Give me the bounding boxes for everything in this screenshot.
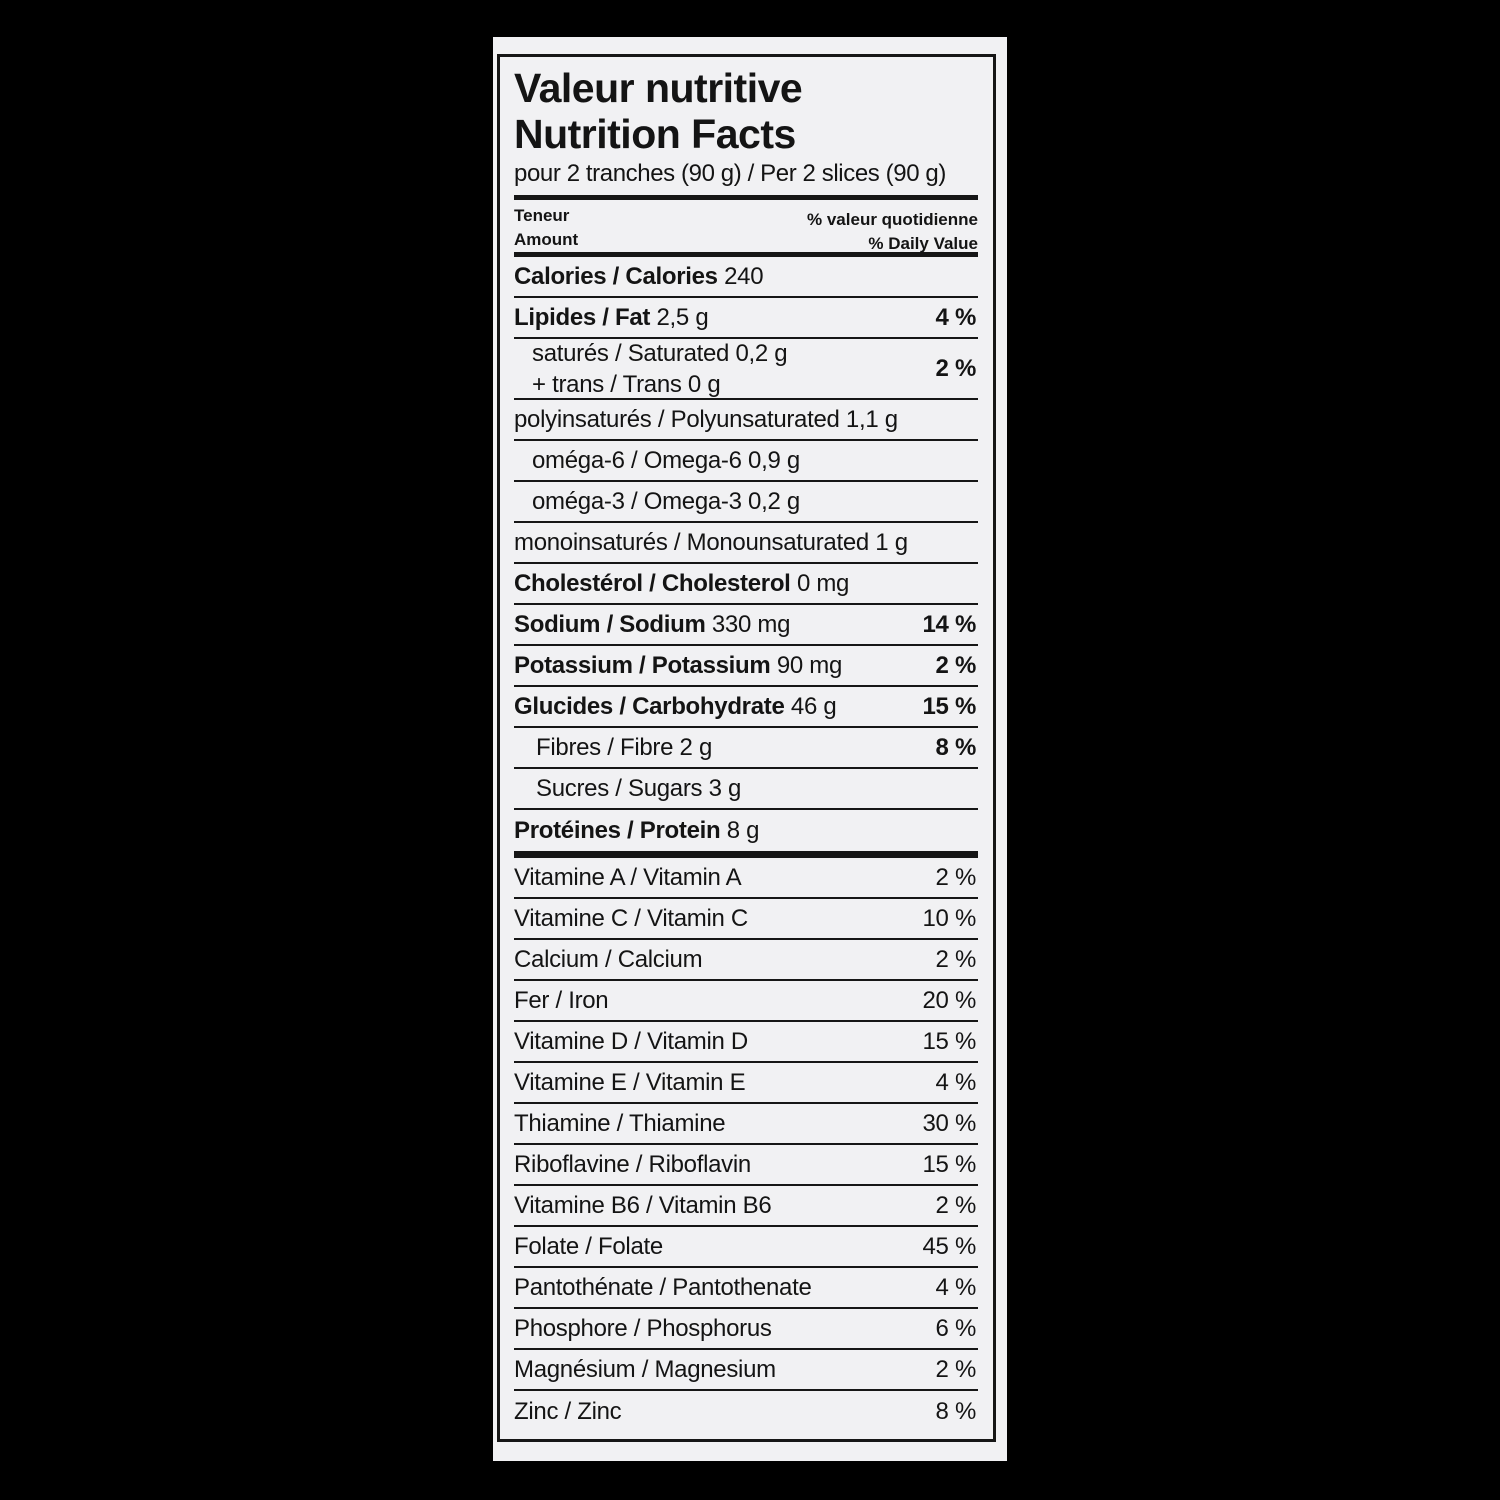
vitamin-dv: 10 % (922, 904, 976, 932)
saturated-text: saturés / Saturated 0,2 g (532, 339, 788, 367)
fat-value: 2,5 g (656, 303, 709, 331)
fibre-text: Fibres / Fibre 2 g (536, 733, 712, 761)
protein-name: Protéines / Protein (514, 816, 721, 844)
protein-value: 8 g (726, 816, 760, 844)
column-header (514, 200, 978, 252)
amount-en: Amount (514, 230, 579, 249)
nutrition-facts-table (497, 54, 996, 1442)
potassium-name: Potassium / Potassium (514, 651, 771, 679)
vitamin-dv: 2 % (935, 1355, 976, 1383)
row-omega6 (514, 441, 978, 482)
calories-name: Calories / Calories (514, 262, 718, 290)
vitamin-name: Thiamine / Thiamine (514, 1109, 726, 1137)
potassium-dv: 2 % (935, 651, 976, 679)
vitamin-row (514, 1186, 978, 1227)
daily-value-fr: % valeur quotidienne (807, 210, 978, 229)
sodium-name: Sodium / Sodium (514, 610, 706, 638)
vitamin-row (514, 1268, 978, 1309)
vitamin-dv: 2 % (935, 863, 976, 891)
title-en: Nutrition Facts (514, 111, 796, 157)
vitamin-dv: 2 % (935, 1191, 976, 1219)
vitamin-row (514, 1391, 978, 1432)
vitamin-dv: 2 % (935, 945, 976, 973)
omega6-text: oméga-6 / Omega-6 0,9 g (532, 446, 800, 474)
vitamin-dv: 15 % (922, 1150, 976, 1178)
vitamin-name: Pantothénate / Pantothenate (514, 1273, 812, 1301)
vitamin-name: Zinc / Zinc (514, 1397, 622, 1425)
vitamin-dv: 20 % (922, 986, 976, 1014)
nutrition-label (493, 37, 1007, 1461)
vitamin-dv: 8 % (935, 1397, 976, 1425)
row-fat (514, 298, 978, 339)
row-calories (514, 257, 978, 298)
fat-name: Lipides / Fat (514, 303, 651, 331)
vitamin-dv: 6 % (935, 1314, 976, 1342)
monounsaturated-text: monoinsaturés / Monounsaturated 1 g (514, 528, 908, 556)
row-omega3 (514, 482, 978, 523)
carbohydrate-value: 46 g (790, 692, 837, 720)
vitamin-name: Vitamine E / Vitamin E (514, 1068, 746, 1096)
vitamin-dv: 45 % (922, 1232, 976, 1260)
row-carbohydrate (514, 687, 978, 728)
vitamin-dv: 15 % (922, 1027, 976, 1055)
vitamin-row (514, 1104, 978, 1145)
vitamin-name: Phosphore / Phosphorus (514, 1314, 772, 1342)
vitamin-name: Fer / Iron (514, 986, 609, 1014)
row-sodium (514, 605, 978, 646)
vitamin-dv: 30 % (922, 1109, 976, 1137)
amount-fr: Teneur (514, 206, 570, 225)
cholesterol-value: 0 mg (796, 569, 850, 597)
row-polyunsaturated (514, 400, 978, 441)
vitamin-name: Calcium / Calcium (514, 945, 703, 973)
calories-value: 240 (724, 262, 764, 290)
vitamin-row (514, 1063, 978, 1104)
carbohydrate-name: Glucides / Carbohydrate (514, 692, 785, 720)
serving-size: pour 2 tranches (90 g) / Per 2 slices (90 g) (514, 160, 946, 187)
polyunsaturated-text: polyinsaturés / Polyunsaturated 1,1 g (514, 405, 898, 433)
row-fibre (514, 728, 978, 769)
row-cholesterol (514, 564, 978, 605)
saturated-dv: 2 % (935, 354, 976, 382)
vitamin-dv: 4 % (935, 1273, 976, 1301)
vitamin-row (514, 1350, 978, 1391)
vitamin-name: Vitamine A / Vitamin A (514, 863, 742, 891)
daily-value-en: % Daily Value (868, 234, 978, 253)
vitamin-row (514, 1022, 978, 1063)
row-monounsaturated (514, 523, 978, 564)
vitamin-row (514, 981, 978, 1022)
vitamin-row (514, 899, 978, 940)
omega3-text: oméga-3 / Omega-3 0,2 g (532, 487, 800, 515)
sodium-dv: 14 % (922, 610, 976, 638)
vitamin-name: Vitamine C / Vitamin C (514, 904, 748, 932)
vitamin-row (514, 1227, 978, 1268)
row-saturated-trans (514, 339, 978, 400)
vitamin-name: Vitamine B6 / Vitamin B6 (514, 1191, 772, 1219)
vitamins-list (514, 858, 978, 1432)
sugars-text: Sucres / Sugars 3 g (536, 774, 742, 802)
row-potassium (514, 646, 978, 687)
fibre-dv: 8 % (935, 733, 976, 761)
vitamin-row (514, 1145, 978, 1186)
vitamin-row (514, 1309, 978, 1350)
sodium-value: 330 mg (711, 610, 791, 638)
vitamin-name: Vitamine D / Vitamin D (514, 1027, 748, 1055)
title-fr: Valeur nutritive (514, 65, 803, 111)
trans-text: + trans / Trans 0 g (532, 370, 721, 398)
fat-dv: 4 % (935, 303, 976, 331)
vitamin-name: Folate / Folate (514, 1232, 663, 1260)
row-protein (514, 810, 978, 851)
vitamin-name: Riboflavine / Riboflavin (514, 1150, 751, 1178)
vitamin-name: Magnésium / Magnesium (514, 1355, 776, 1383)
cholesterol-name: Cholestérol / Cholesterol (514, 569, 791, 597)
row-sugars (514, 769, 978, 810)
potassium-value: 90 mg (776, 651, 843, 679)
carbohydrate-dv: 15 % (922, 692, 976, 720)
thick-divider (514, 851, 978, 858)
vitamin-dv: 4 % (935, 1068, 976, 1096)
vitamin-row (514, 940, 978, 981)
vitamin-row (514, 858, 978, 899)
